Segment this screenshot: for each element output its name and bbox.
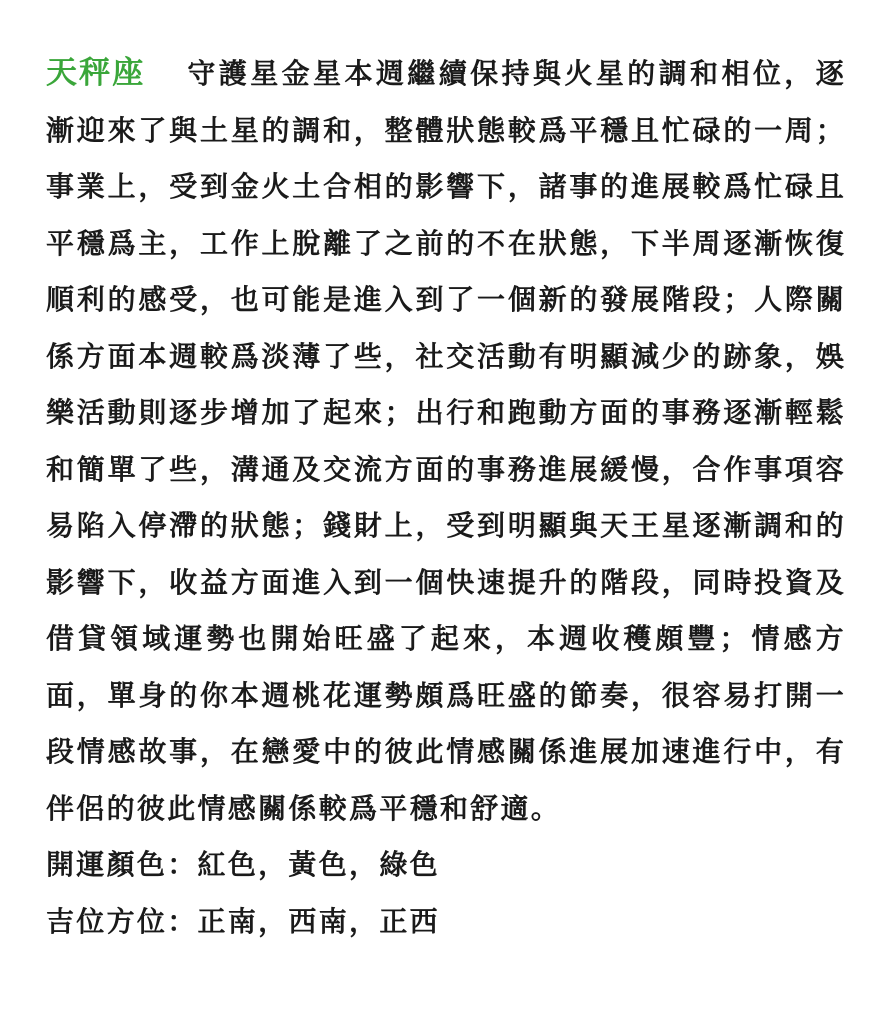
horoscope-text: 守護星金星本週繼續保持與火星的調和相位，逐漸迎來了與土星的調和，整體狀態較爲平穩且忙碌的一周；事業上，受到金火土合相的影響下，諸事的進展較爲忙碌且平穩爲主，工作上脫離了之前的不在狀態，下半周逐漸恢復順利的感受，也可能是進入到了一個新的發展階段；人際關係方面本週較爲淡薄了些，社交活動有明顯減少的跡象，娛樂活動則逐步增加了起來；出行和跑動方面的事務逐漸輕鬆和簡單了些，溝通及交流方面的事務進展緩慢，合作事項容易陷入停滯的狀態；錢財上，受到明顯與天王星逐漸調和的影響下，收益方面進入到一個快速提升的階段，同時投資及借貸領域運勢也開始旺盛了起來，本週收穫頗豐；情感方面，單身的你本週桃花運勢頗爲旺盛的節奏，很容易打開一段情感故事，在戀愛中的彼此情感關係進展加速進行中，有伴侶的彼此情感關係較爲平穩和舒適。 [46,57,846,825]
lucky-color-label: 開運顏色： [46,848,198,881]
horoscope-article [46,45,846,950]
lucky-direction-value: 正南，西南，正西 [197,904,440,938]
zodiac-sign-title: 天秤座 [46,55,146,91]
horoscope-paragraph [46,45,846,837]
lucky-color-line [46,837,846,894]
lucky-direction-label: 吉位方位： [46,904,198,938]
lucky-color-value: 紅色，黃色，綠色 [197,848,440,881]
lucky-direction-line [46,894,846,951]
